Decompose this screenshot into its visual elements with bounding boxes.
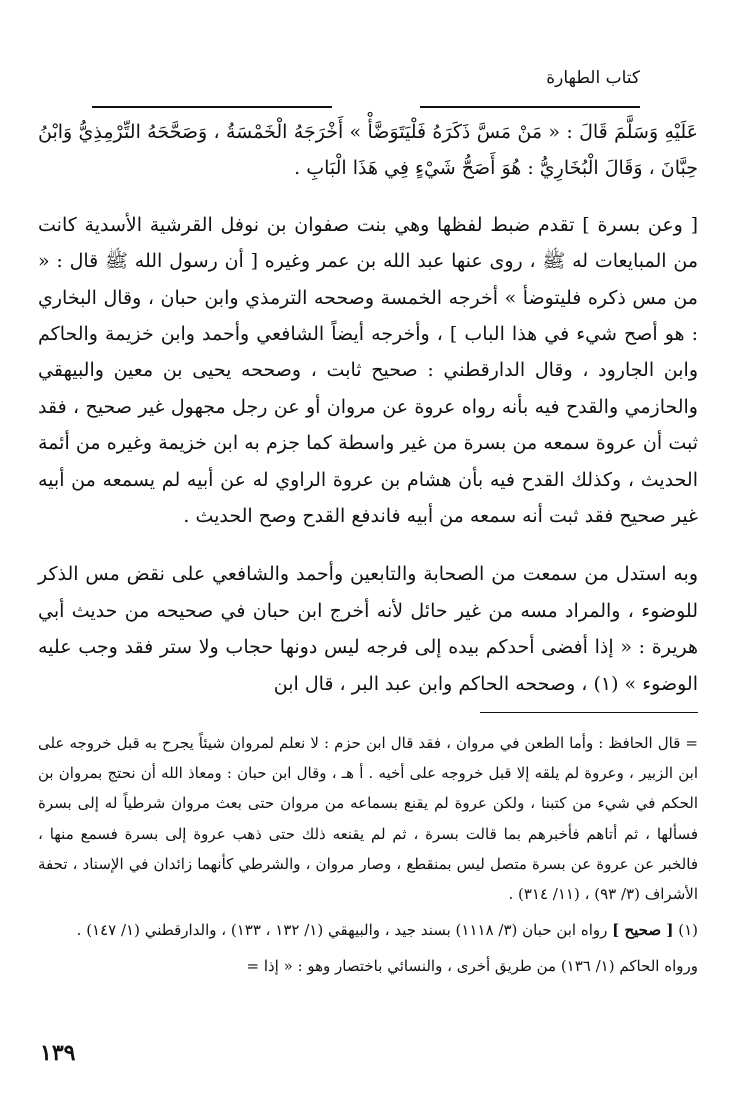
footnote-1-text: رواه ابن حبان (٣/ ١١١٨) بسند جيد ، والبيهقي (١/ ١٣٢ ، ١٣٣) ، والدارقطني (١/ ١٤٧) . xyxy=(76,921,608,940)
footnote-continued: = قال الحافظ : وأما الطعن في مروان ، فقد قال ابن حزم : لا نعلم لمروان شيئاً يجرح به قبل خروجه على ابن الزبير ، وعروة لم يلقه إلا قبل خروجه على أخيه . أ هـ ، وقال ابن حبان : ومعاذ الله أن نحتج بمروان بن الحكم في شيء من كتبنا ، ولكن عروة لم يقنع بسماعه من مروان حتى بعث مروان شرطياً له إلى بسرة فسألها ، ثم أتاهم فأخبرهم بما قالت بسرة ، ثم لم يقنعه ذلك حتى ذهب عروة إلى بسرة فسمع منها ، فالخبر عن عروة عن بسرة متصل ليس بمنقطع ، وصار مروان ، والشرطي كأنهما زائدان في الإسناد ، تحفة الأشراف (٣/ ٩٣) ، (١١/ ٣١٤) . xyxy=(38,734,698,904)
header-rule-left xyxy=(92,106,332,108)
footnote-1-grade: [ صحيح ] xyxy=(612,921,674,940)
footnote-1-number: (١) xyxy=(678,921,698,940)
footnotes xyxy=(38,728,698,982)
commentary-paragraph-1: [ وعن بسرة ] تقدم ضبط لفظها وهي بنت صفوان بن نوفل القرشية الأسدية كانت من المبايعات له ﷺ ، روى عنها عبد الله بن عمر وغيره [ أن رسول الله ﷺ قال : « من مس ذكره فليتوضأ » أخرجه الخمسة وصححه الترمذي وابن حبان ، وقال البخاري : هو أصح شيء في هذا الباب ] ، وأخرجه أيضاً الشافعي وأحمد وابن خزيمة والحاكم وابن الجارود ، وقال الدارقطني : صحيح ثابت ، وصححه يحيى بن معين والبيهقي والحازمي والقدح فيه بأنه رواه عروة عن مروان أو عن رجل مجهول غير صحيح ، فقد ثبت أن عروة سمعه من بسرة من غير واسطة كما جزم به ابن خزيمة وغيره من أئمة الحديث ، وكذلك القدح فيه بأن هشام بن عروة الراوي له عن أبيه لم يسمعه من أبيه غير صحيح فقد ثبت أنه سمعه من أبيه فاندفع القدح وصح الحديث . xyxy=(38,213,698,528)
main-text xyxy=(38,114,698,702)
hadith-text: عَلَيْهِ وَسَلَّمَ قَالَ : « مَنْ مَسَّ ذَكَرَهُ فَلْيَتَوَضَّأْ » أَخْرَجَهُ الْخَمْسَةُ ، وَصَحَّحَهُ التِّرْمِذِيُّ وَابْنُ حِبَّانَ ، وَقَالَ الْبُخَارِيُّ : هُوَ أَصَحُّ شَيْءٍ فِي هَذَا الْبَابِ . xyxy=(38,121,698,180)
footnote-1 xyxy=(38,915,698,945)
footnote-continuation: ورواه الحاكم (١/ ١٣٦) من طريق أخرى ، والنسائي باختصار وهو : « إذا = xyxy=(246,957,698,976)
page-number: ١٣٩ xyxy=(40,1040,76,1066)
footnote-separator xyxy=(480,712,698,713)
commentary-paragraph-2: وبه استدل من سمعت من الصحابة والتابعين وأحمد والشافعي على نقض مس الذكر للوضوء ، والمراد مسه من غير حائل لأنه أخرج ابن حبان في صحيحه من حديث أبي هريرة : « إذا أفضى أحدكم بيده إلى فرجه ليس دونها حجاب ولا ستر فقد وجب عليه الوضوء » (١) ، وصححه الحاكم وابن عبد البر ، قال ابن xyxy=(38,563,698,695)
header-rule-right xyxy=(420,106,640,108)
running-header: كتاب الطهارة xyxy=(546,68,640,88)
